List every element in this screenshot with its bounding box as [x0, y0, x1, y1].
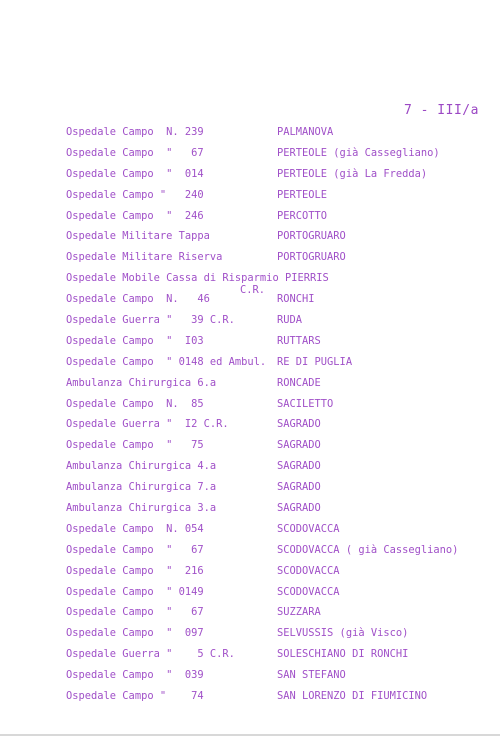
list-item — [0, 164, 500, 185]
location: SELVUSSIS (già Visco) — [277, 627, 409, 640]
list-item — [0, 456, 500, 477]
list-item — [0, 373, 500, 394]
location: SCODOVACCA — [277, 522, 340, 535]
list-item — [0, 582, 500, 603]
hospital-unit: Ospedale Campo " 240 — [66, 188, 204, 201]
list-item — [0, 644, 500, 665]
list-item — [0, 310, 500, 331]
hospital-unit: Ospedale Campo " 67 — [66, 543, 204, 556]
hospital-unit: Ospedale Militare Tappa — [66, 230, 210, 243]
hospital-unit: Ospedale Militare Riserva — [66, 251, 223, 264]
list-item — [0, 185, 500, 206]
hospital-unit: Ospedale Campo " 74 — [66, 690, 204, 703]
location: PERTEOLE (già La Fredda) — [277, 167, 428, 180]
hospital-unit: Ambulanza Chirurgica 6.a — [66, 376, 217, 389]
hospital-unit: Ospedale Campo " 014 — [66, 167, 204, 180]
location: RONCHI — [277, 293, 315, 306]
list-item — [0, 394, 500, 415]
cr-annotation: C.R. — [240, 284, 266, 296]
location: SCODOVACCA — [277, 564, 340, 577]
hospital-unit: Ospedale Campo " 67 — [66, 606, 204, 619]
list-item — [0, 206, 500, 227]
hospital-unit: Ospedale Campo " 246 — [66, 209, 204, 222]
list-item — [0, 623, 500, 644]
hospital-unit: Ospedale Campo " 097 — [66, 627, 204, 640]
list-item — [0, 477, 500, 498]
list-item — [0, 561, 500, 582]
location: SOLESCHIANO DI RONCHI — [277, 648, 409, 661]
list-item — [0, 519, 500, 540]
hospital-unit: Ospedale Guerra " 5 C.R. — [66, 648, 235, 661]
hospital-unit: Ospedale Campo " 75 — [66, 439, 204, 452]
location: PERTEOLE (già Cassegliano) — [277, 146, 440, 159]
list-item — [0, 498, 500, 519]
hospital-unit: Ospedale Campo " 0149 — [66, 585, 204, 598]
list-item — [0, 686, 500, 707]
hospital-unit: Ospedale Campo " 0148 ed Ambul. — [66, 355, 267, 368]
location: PERTEOLE — [277, 188, 328, 201]
list-item — [0, 226, 500, 247]
list-item — [0, 352, 500, 373]
location: SAGRADO — [277, 481, 321, 494]
list-item — [0, 414, 500, 435]
hospital-unit: Ospedale Guerra " 39 C.R. — [66, 314, 235, 327]
list-item — [0, 247, 500, 268]
list-item — [0, 540, 500, 561]
page-bottom-edge — [0, 734, 500, 736]
hospital-unit: Ospedale Campo N. 054 — [66, 522, 204, 535]
location: RONCADE — [277, 376, 321, 389]
location: RUTTARS — [277, 334, 321, 347]
location: PORTOGRUARO — [277, 230, 346, 243]
location: SUZZARA — [277, 606, 321, 619]
location: SAGRADO — [277, 502, 321, 515]
hospital-unit: Ospedale Campo N. 46 — [66, 293, 210, 306]
location: SCODOVACCA ( già Cassegliano) — [277, 543, 459, 556]
location: RE DI PUGLIA — [277, 355, 353, 368]
location: SAGRADO — [277, 460, 321, 473]
location: PORTOGRUARO — [277, 251, 346, 264]
location: SAN LORENZO DI FIUMICINO — [277, 690, 428, 703]
hospital-unit: Ospedale Mobile Cassa di Risparmio PIERRIS — [66, 272, 329, 285]
list-item — [0, 665, 500, 686]
location: SAN STEFANO — [277, 669, 346, 682]
location: PERCOTTO — [277, 209, 328, 222]
page-number: 7 - III/a — [404, 103, 479, 118]
hospital-list — [0, 122, 500, 707]
hospital-unit: Ambulanza Chirurgica 4.a — [66, 460, 217, 473]
hospital-unit: Ospedale Campo N. 85 — [66, 397, 204, 410]
hospital-unit: Ospedale Campo " 67 — [66, 146, 204, 159]
hospital-unit: Ospedale Campo " 216 — [66, 564, 204, 577]
location: SCODOVACCA — [277, 585, 340, 598]
hospital-unit: Ambulanza Chirurgica 7.a — [66, 481, 217, 494]
list-item — [0, 602, 500, 623]
list-item — [0, 435, 500, 456]
location: SACILETTO — [277, 397, 334, 410]
location: SAGRADO — [277, 418, 321, 431]
hospital-unit: Ospedale Campo " 039 — [66, 669, 204, 682]
list-item — [0, 122, 500, 143]
location: PALMANOVA — [277, 126, 334, 138]
location: SAGRADO — [277, 439, 321, 452]
hospital-unit: Ospedale Guerra " I2 C.R. — [66, 418, 229, 431]
location: RUDA — [277, 314, 303, 327]
hospital-unit: Ospedale Campo " I03 — [66, 334, 204, 347]
hospital-unit: Ospedale Campo N. 239 — [66, 126, 204, 138]
hospital-unit: Ambulanza Chirurgica 3.a — [66, 502, 217, 515]
list-item — [0, 143, 500, 164]
list-item — [0, 331, 500, 352]
